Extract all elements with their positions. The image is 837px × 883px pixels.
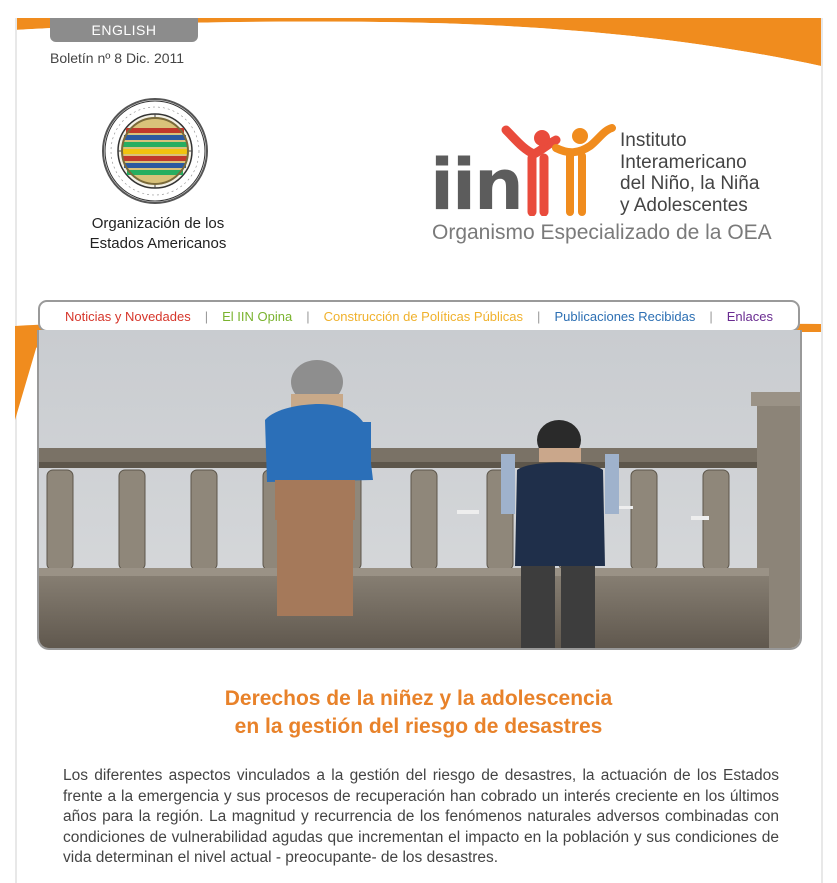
nav-noticias[interactable]: Noticias y Novedades [65, 308, 191, 324]
iin-tagline: Organismo Especializado de la OEA [432, 221, 772, 244]
nav-separator: | [306, 308, 310, 324]
iin-name-line4: y Adolescentes [620, 194, 748, 216]
main-navigation [38, 300, 800, 332]
nav-separator: | [709, 308, 713, 324]
nav-separator: | [204, 308, 209, 324]
iin-institute-name [620, 130, 820, 216]
article-title [40, 685, 797, 741]
iin-name-line1: Instituto [620, 130, 687, 151]
oas-name-line2: Estados Americanos [89, 235, 227, 252]
nav-politicas-publicas[interactable]: Construcción de Políticas Públicas [323, 308, 524, 324]
nav-iin-opina[interactable]: El IIN Opina [222, 308, 293, 324]
oas-name [60, 214, 256, 254]
oas-seal-icon [102, 98, 208, 204]
issue-number: Boletín nº 8 Dic. 2011 [50, 50, 185, 66]
hero-illustration [39, 330, 802, 650]
nav-publicaciones[interactable]: Publicaciones Recibidas [554, 308, 696, 324]
hero-photo [37, 330, 802, 650]
page-border-right [821, 18, 823, 883]
english-language-tab[interactable]: ENGLISH [50, 18, 198, 42]
iin-name-line2: Interamericano [620, 151, 747, 173]
iin-logo-letters: iin [430, 144, 522, 226]
article-body: Los diferentes aspectos vinculados a la gestión del riesgo de desastres, la actuación de los Estados frente a la emergencia y sus procesos de recuperación han cobrado un interés creciente en los últimos años para la región. La magnitud y recurrencia de los fenómenos naturales adversos combinadas con condiciones de vulnerabilidad agudas que incrementan el impacto en la población y sus condiciones de vida determinan el nivel actual - preocupante- de los desastres. [63, 767, 779, 866]
article-title-line1: Derechos de la niñez y la adolescencia [224, 687, 613, 710]
oas-name-line1: Organización de los [91, 215, 225, 232]
article-title-line2: en la gestión del riesgo de desastres [234, 715, 603, 738]
nav-enlaces[interactable]: Enlaces [726, 308, 773, 324]
page-border-left [15, 18, 17, 883]
iin-name-line3: del Niño, la Niña [620, 173, 760, 194]
nav-separator: | [537, 308, 541, 324]
